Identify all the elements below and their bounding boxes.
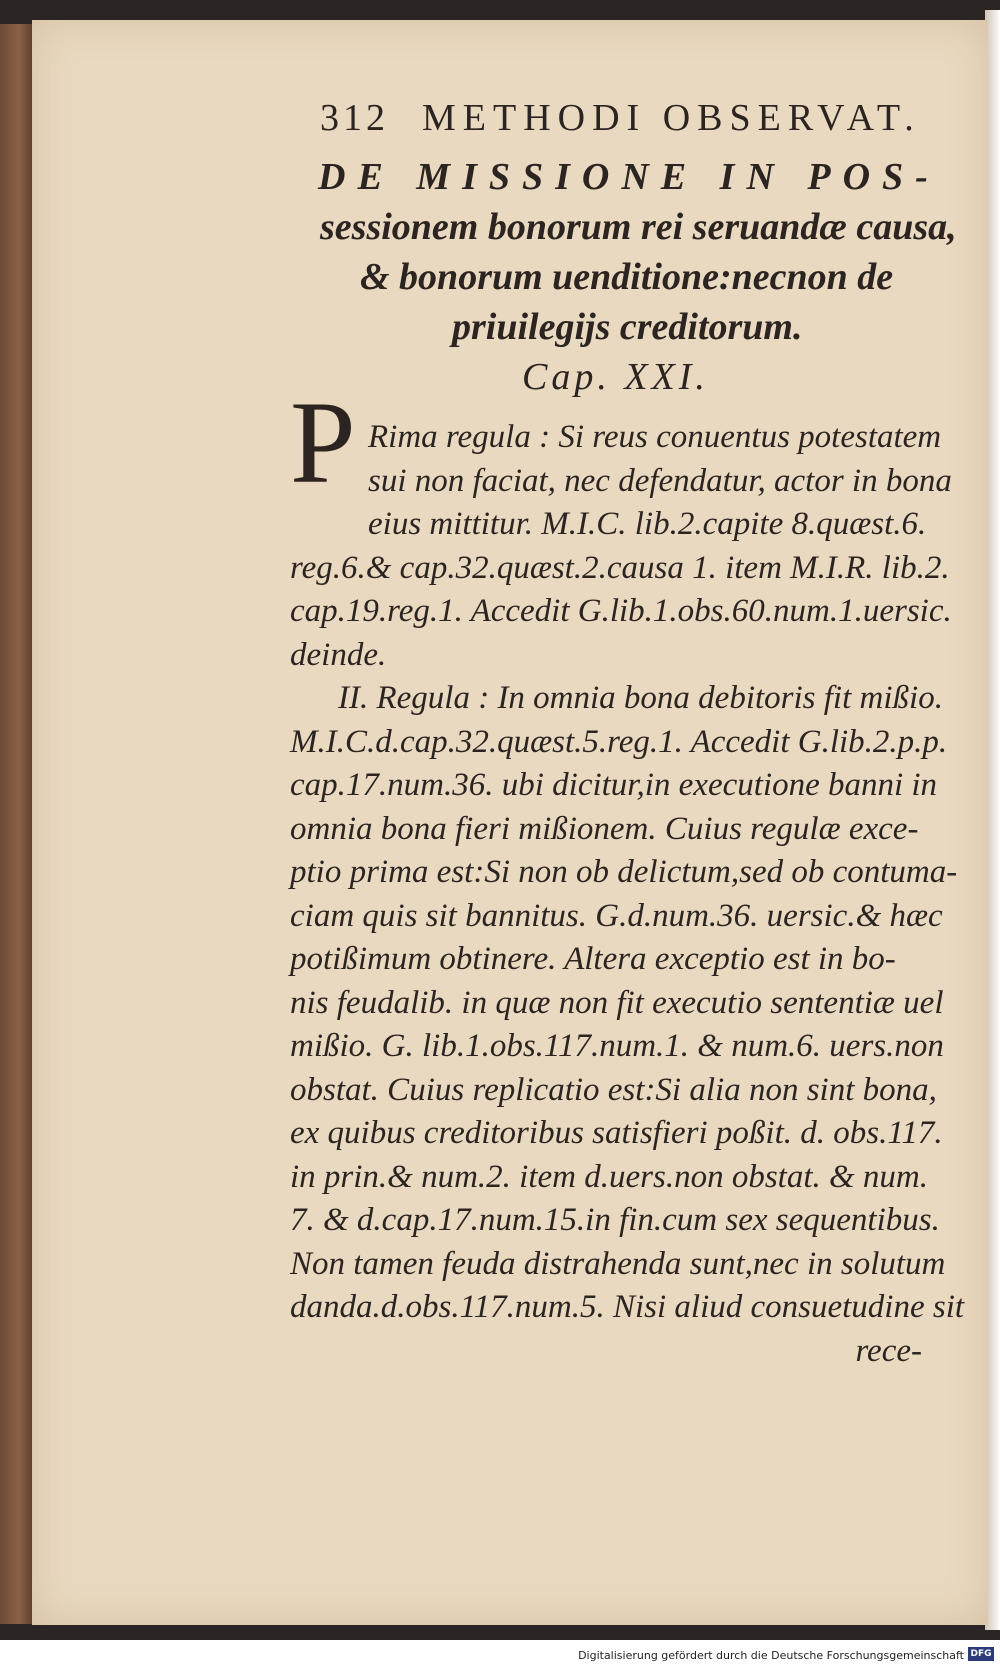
catchword: rece- bbox=[855, 1332, 922, 1369]
text-line: potißimum obtinere. Altera exceptio est in bo- bbox=[290, 941, 896, 977]
chapter-heading-line: priuilegijs creditorum. bbox=[452, 306, 803, 348]
text-line: 7. & d.cap.17.num.15.in fin.cum sex sequentibus. bbox=[290, 1202, 940, 1238]
drop-cap: P bbox=[290, 377, 356, 508]
text-line: ex quibus creditoribus satisfieri poßit. d. obs.117. bbox=[290, 1115, 943, 1151]
chapter-heading-line: & bonorum uenditione:necnon de bbox=[360, 256, 894, 298]
text-line: nis feudalib. in quæ non fit executio sententiæ uel bbox=[290, 984, 944, 1021]
text-line: sui non faciat, nec defendatur, actor in bona bbox=[368, 462, 952, 499]
body-text bbox=[290, 416, 982, 1373]
text-block bbox=[282, 96, 982, 1373]
book-spine bbox=[0, 24, 34, 1624]
text-line: reg.6.& cap.32.quæst.2.causa 1. item M.I.R. lib.2. bbox=[290, 549, 950, 586]
text-line: ptio prima est:Si non ob delictum,sed ob contuma- bbox=[290, 854, 958, 890]
page-number: 312 bbox=[320, 97, 389, 139]
text-line: danda.d.obs.117.num.5. Nisi aliud consuetudine sit bbox=[290, 1289, 965, 1325]
text-line: II. Regula : In omnia bona debitoris fit mißio. bbox=[338, 680, 943, 716]
text-line: mißio. G. lib.1.obs.117.num.1. & num.6. uers.non bbox=[290, 1028, 944, 1064]
book-page bbox=[32, 20, 988, 1625]
running-title: METHODI OBSERVAT. bbox=[422, 97, 921, 139]
text-line: Non tamen feuda distrahenda sunt,nec in solutum bbox=[290, 1245, 946, 1282]
text-line: eius mittitur. M.I.C. lib.2.capite 8.quæst.6. bbox=[368, 506, 927, 542]
chapter-heading-line: sessionem bonorum rei seruandæ causa, bbox=[320, 206, 957, 248]
text-line: obstat. Cuius replicatio est:Si alia non sint bona, bbox=[290, 1071, 937, 1108]
footer-credit: Digitalisierung gefördert durch die Deutsche Forschungsgemeinschaft bbox=[578, 1649, 964, 1662]
dfg-logo-icon: DFG bbox=[968, 1647, 994, 1661]
text-line: Rima regula : Si reus conuentus potestatem bbox=[368, 419, 942, 455]
text-line: cap.19.reg.1. Accedit G.lib.1.obs.60.num.1.uersic. bbox=[290, 593, 952, 629]
running-head bbox=[282, 96, 982, 152]
text-line: deinde. bbox=[290, 636, 387, 673]
text-line: in prin.& num.2. item d.uers.non obstat. & num. bbox=[290, 1158, 929, 1195]
text-line: M.I.C.d.cap.32.quæst.5.reg.1. Accedit G.lib.2.p.p. bbox=[290, 723, 948, 760]
chapter-heading-line: DE MISSIONE IN POS- bbox=[318, 156, 940, 198]
text-line: omnia bona fieri mißionem. Cuius regulæ exce- bbox=[290, 810, 919, 847]
chapter-number: Cap. XXI. bbox=[522, 356, 709, 398]
text-line: ciam quis sit bannitus. G.d.num.36. uersic.& hæc bbox=[290, 897, 943, 934]
text-line: cap.17.num.36. ubi dicitur,in executione banni in bbox=[290, 767, 938, 803]
